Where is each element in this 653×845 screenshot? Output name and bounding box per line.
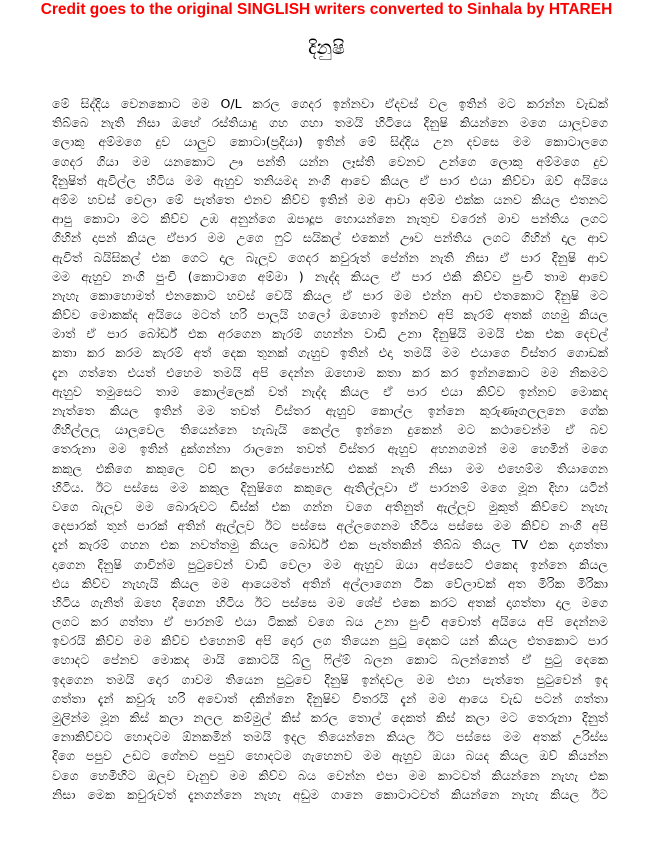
paragraph-line: අම්ම හවස් වෙලා මේ පැත්තෙ එනව කිව්ව ඉතින් මම ආවා අම්ම එක්ක යනව කියල එතනට [52,191,608,207]
paragraph-line: මුලින්ම මූන කිස් කලා නලල කම්මුල් කිස් කරල තොල් දෙකත් කිස් කලා මට තෙරුනා දිනුත් [52,710,608,725]
paragraph-line: නොකිව්වට හොදටම ඕනකමින් තමයි ඉදල තියෙන්නෙ කියල ඊට පස්සෙ මම අතක් උරිස්ස [52,729,608,745]
paragraph-line: ලොකු අම්මගෙ දුව යාලුව කොටා(ප්‍රදියා) ඉතින් මේ සිද්දිය උන දවසෙ මම කොටාලගෙ [52,134,608,150]
paragraph-line: ඉදගෙන තමයි දොර ගාවම තියෙන පුටුවෙ දිනුෂි ඉන්දවල මම එහා පැත්තෙ පුටුවෙන් ඉද [52,671,608,687]
paragraph-line: කකුල එකිගෙ කකුලෙ ටච් කලා රෙස්පොන්ඩ් එකක් නැති නිසා මම එහෙම්ම තියාගෙන [52,460,608,476]
paragraph-line: මාත් ඒ පාර බෝර්ඩ් එක අරගෙන කැරම් ගහන්න වාඩි උනා දිනුෂියි මමයි එක එක දෙවල් [52,326,608,342]
paragraph-line: එය කිව්ව නැහැයි කියල මම ආයෙමත් අතින් අල්ලාගෙන ටික වේලාවක් අත මිරික මිරිකා [52,575,608,591]
paragraph-line: ආපු කොටා මට කිව්ව උඹ අනුන්ගෙ ඔපාදූප හොයන්නෙ නැතුව වරෙන් මාව පන්තිය ලගට [52,211,608,227]
paragraph-line: නැත්තෙ කියල ඉතින් මම තවත් විස්තර ඇහුව කොල්ල ඉන්නෙ කුරුණෑගලලුනෙ ගේක [52,403,608,418]
credit-banner: Credit goes to the original SINGLISH writers converted to Sinhala by HTAREH [40,1,613,18]
paragraph-line: තෙරුනා මම ඉතින් දුක්ගන්නා රාලනෙ තවත් විස්තර ඇහුව අහනගමන් මම හෙමින් මගෙ [52,441,608,457]
paragraph-line: කිව්ව මොකක්ද අයියෙ මටත් හරි පාලුයි හලෝ ඔහොම ඉන්නව අපි කැරම් අතක් ගහමු කියල [52,307,608,323]
paragraph-line: දෙපාරක් තුන් පාරක් අතින් ඇල්ලුව ඊට පස්සෙ අල්ලගෙනම හිටිය පස්සෙ මම කිව්ව නංගි අපි [52,518,608,534]
paragraph-line: හිටිය ගැනිත් ඔහෙ දිගෙන හිටිය ඊට පස්සෙ මම ශේප් එකෙ කරට අතක් දාගත්තා දාල මගෙ [52,594,608,610]
paragraph-line: දැන් කැරම් ගහන එක නවත්තමු කියල බෝර්ඩ් එක පැත්තකින් තිබ්බ තියල TV එක දාගත්තා [52,537,608,553]
paragraph-line: කතා කර කරම කැරම් අත් දෙක තුනක් ගැහුව ඉතින් එදා තමයි මම එයාගෙ විස්තර ගොඩක් [52,345,608,361]
paragraph-line: ගිහින් දාපන් කියල ඒපාර මම උගෙ ෆුට් සයිකල් එකෙන් ඌව පන්තිය ලගට ගිහින් දාල ආව [52,230,608,246]
paragraph-line: මම ඇහුව නංගි පුංචි (කොටාගෙ අම්මා ) නැද්ද කියල ඒ පාර එකි කිව්ව පුංචි තාම ආවෙ [52,268,608,284]
paragraph-line: මේ සිද්දිය වෙනකොට මම O/L කරල ගෙදර ඉන්නවා ඒදවස් වල ඉතින් මට කරන්න වැඩක් [52,96,608,111]
paragraph-line: ගෙදර ගියා මම යනකොට ඌ පන්ති යන්න ලෑස්ති වෙනව උන්ගෙ ලොකු අම්මගෙ දුව [52,153,608,169]
paragraph-line: ඇවිත් බයිසිකල් එක ගෙට දාල බැලුව ගෙදර කවුරුත් පේන්න නැති නිසා ඒ පාර දිනුෂි ආව [52,249,608,265]
paragraph-line: දිගෙ පපුව උඩට ගේනව පපුව හොදටම ගැහෙනව මම ඇහුව ඔයා බයද කියල ඔව් කියන්න [52,748,608,764]
paragraph-line: ඇහුව තමුසෙට තාම කොල්ලෙක් වත් නැද්ද කියල ඒ පාර එයා කිව්ව ඉන්නව මොකද [52,383,608,399]
paragraph-line: දාගෙන දිනුෂි ගාවින්ම පුටුවෙන් වාඩි වෙලා මම ඇහුව ඔයා අප්සෙට් එකෙද ඉන්නෙ කියල [52,556,608,572]
story-title: දිනුෂි [308,37,345,59]
paragraph-line: ඉවරයි කිව්ව මම කිව්ව එහෙනම් අපි දොර ලග තියෙන පුටු දෙකට යන් කියල එතකොට පාර [52,633,608,649]
paragraph-line: වගෙ බැලුව මම බොරුවට ඩිස්ක් එක ගන්න වගෙ අතිනුත් ඇල්ලුව මුකුත් කිව්වෙ නැහැ [52,498,608,514]
story-body [52,94,608,804]
paragraph-line: දිනුෂිත් ඇවිල්ල හිටිය මම ඇහුව තනියමද නංගි ආවෙ කියල ඒ පාර එයා කිව්වා ඔව් අයියෙ [52,172,608,188]
paragraph-line: දැන ගත්තෙ එයත් එහෙම තමයි අපි දෙන්න ඔහොම කතා කර කර ඉන්නකොට මම නිකමට [52,364,608,380]
paragraph-line: නැහැ කොහොමත් එනකොට හවස් වෙයි කියල ඒ පාර මම එන්න ආව එතකොට දිනුෂි මට [52,287,608,303]
paragraph-line: වගෙ හෙමිහිට ඔලුව වැනුව මම කිව්ව බය වෙන්න එපා මම කාටවත් කියන්නෙ නැහැ එක [52,767,608,783]
paragraph-line: නිසා මෙක කවුරුවත් දැනගන්නෙ නැහැ අඩුම ගානෙ කොටාටවත් කියන්නෙ නැහැ කියල ඊට [52,786,608,802]
paragraph-line: තිබ්බෙ නැති නිසා ඔහේ රස්තියාදු ගහ ගහා තමයි හිටියෙ දිනුෂි කියන්නෙ මගෙ යාලුවගෙ [52,115,608,131]
paragraph-line: ගත්තා දැන් කවුරු හරි අවොත් දකින්නෙ දිනුෂිව විතරයි දැන් මම ආයෙ වැඩ පටන් ගත්තා [52,690,608,706]
paragraph-line: ලගට කර ගත්තා ඒ පාරනම් එයා ටිකක් වගෙ බය උනා පුංචි අවොත් අයියෙ අපි දෙන්නම [52,614,608,630]
paragraph-line: හිටිය. ඊට පස්සෙ මම කකුල දිනුෂිගෙ කකුලෙ ඇතිල්ලුවා ඒ පාරනම් මගෙ මූන දිහා යටින් [52,479,608,495]
paragraph-line: ගිහිල්ලලු යාලුවෙල තියෙන්නෙ හැබැයි කෙල්ල ඉන්නෙ දුකෙන් මට කථාවෙන්ම ඒ බව [52,422,608,438]
paragraph-line: හොදට පේනව මොකද මායි කොටයි බ්ලු ෆිල්ම් බලන කොට බලන්නෙත් ඒ පුටු දෙකෙ [52,652,608,668]
